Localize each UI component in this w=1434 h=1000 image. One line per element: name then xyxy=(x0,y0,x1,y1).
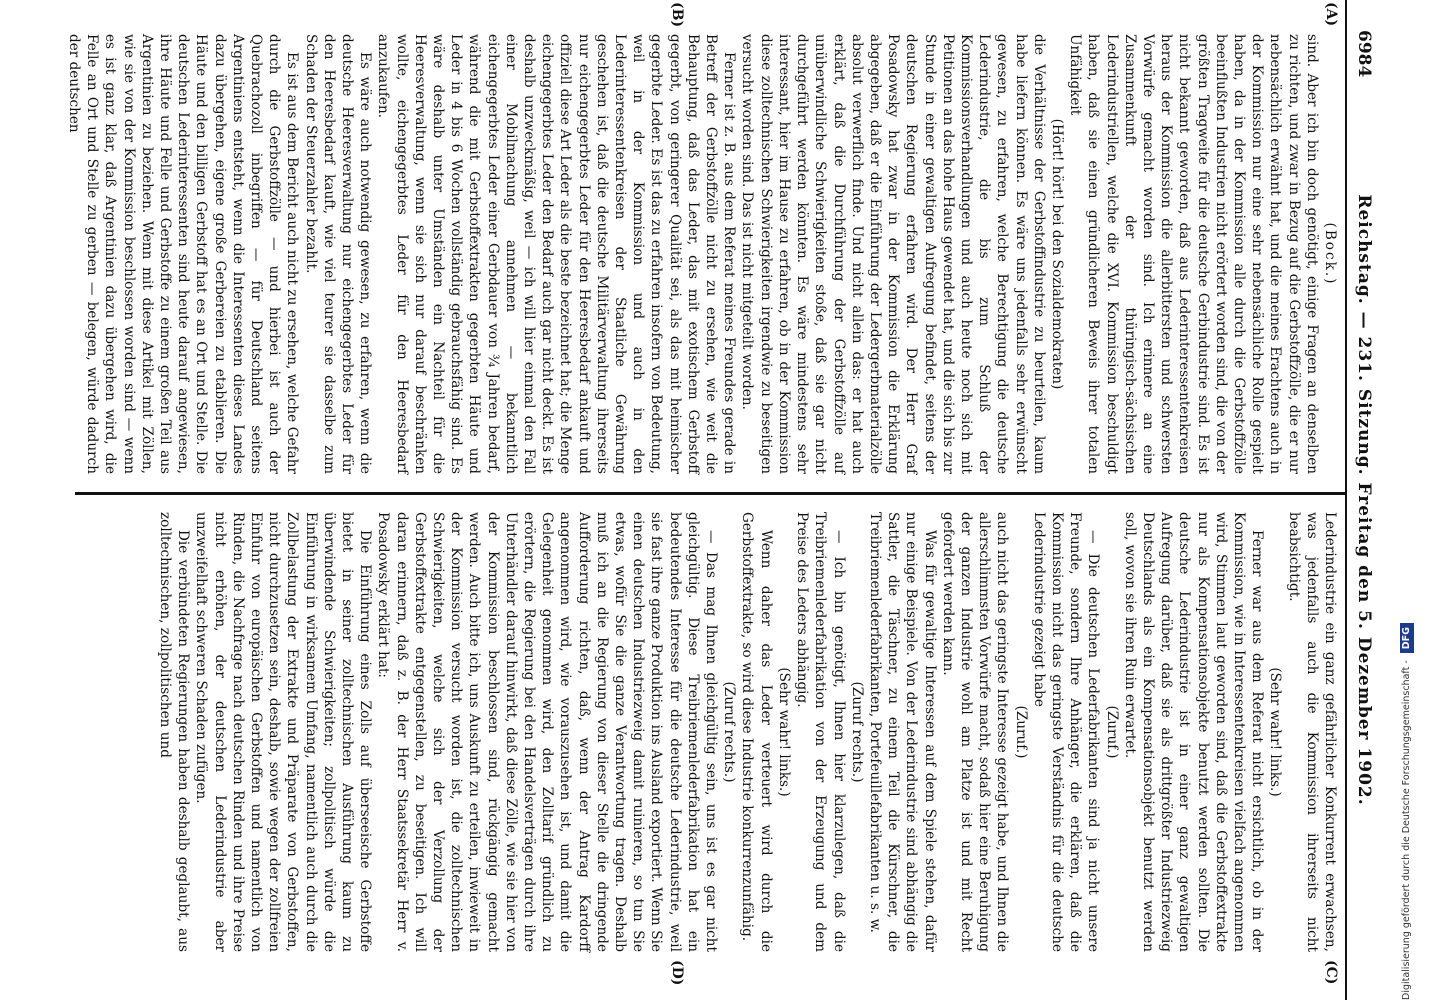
paragraph: Was für gewaltige Interessen auf dem Spiele stehen, dafür nur einige Beispiele. Von der Lederindustrie sind abhängig die Sattler, die Täschner, zu einem Teil die Kürschner, die Treibriemenlederfabrikanten, Portefeuillefabrikanten u. s. w. xyxy=(866,512,938,952)
margin-marker-c: (C) xyxy=(1323,960,1339,985)
right-column xyxy=(156,512,1339,952)
paragraph: auch nicht das geringste Interesse gezeigt habe, und Ihnen die allerschlimmsten Vorwürfe macht, sodaß hier eine Beruhigung der ganzen Industrie wohl am Platze ist und mit Recht gefordert werden kann. xyxy=(939,512,1011,952)
paragraph: — Die deutschen Lederfabrikanten sind ja nicht unsere Freunde, sondern Ihre Anhänger, die erklären, daß die Kommission nicht das geringste Verständnis für die deutsche Lederindustrie gezeigt habe xyxy=(1030,512,1102,952)
interjection: (Sehr wahr! links.) xyxy=(1267,667,1284,797)
interjection: (Zuruf rechts.) xyxy=(721,681,738,783)
paragraph: sind. Aber ich bin doch genötigt, einige Fragen an denselben zu richten, und zwar in Bezug auf die Gerbstoffzölle, die er nur nebensächlich erwähnt hat, und die meines Erachtens auch in der Kommission nur eine sehr nebensächliche Rolle gespielt haben, da in der Kommission alle durch die Gerbstoffzölle beeinflußten Industrien nicht erörtert worden sind, die von der größten Tragweite für die deutsche Gerbindustrie sind. Es ist nicht bekannt geworden, daß aus Lederinteressentenkreisen heraus der Kommission die allerbittersten und schwersten Vorwürfe gemacht worden sind. Ich erinnere an eine Zusammenkunft der thüringisch-sächsischen Lederindustriellen, welche die XVI. Kommission beschuldigt haben, daß sie einen gründlicheren Beweis ihrer totalen Unfähigkeit xyxy=(1067,34,1320,474)
interjection: (Zuruf.) xyxy=(1012,705,1029,759)
dfg-logo: DFG xyxy=(1400,623,1414,653)
digitization-footer xyxy=(1393,10,1421,1000)
page-header xyxy=(1349,30,1379,970)
column-divider xyxy=(75,492,1345,495)
left-column xyxy=(65,34,1339,474)
paragraph: Lederindustrie ein ganz gefährlicher Konkurrent erwachsen, was jedenfalls auch die Kommission ihrerseits nicht beabsichtigt. xyxy=(1285,512,1338,952)
interjection: (Hört! hört! bei den Sozialdemokraten) xyxy=(1048,118,1065,390)
footer-text: Digitalisierung gefördert durch die Deutsche Forschungsgemeinschaft - xyxy=(1401,660,1412,1000)
paragraph: — Ich bin genötigt, Ihnen hier klarzulegen, daß die Treibriemenlederfabrikation von der Erzeugung und dem Preise des Leders abhängig. xyxy=(794,512,847,952)
paragraph: die Verhältnisse der Gerbstoffindustrie zu beurteilen, kaum habe liefern können. Es wäre uns jedenfalls sehr erwünscht gewesen, zu erfahren, welche Berechtigung die deutsche Lederindustrie, die bis zum Schluß der Kommissionsverhandlungen und auch heute noch sich mit Petitionen an das hohe Haus gewendet hat, und die sich bis zur Stunde in einer gewaltigen Aufregung befindet, seitens der deutschen Regierung erfahren wird. Der Herr Graf Posadowsky hat zwar in der Kommission die Erklärung abgegeben, daß er die Einführung der Ledergerbmaterialzölle absolut verwerflich finde. Und nicht allein das: er hat auch erklärt, daß die Durchführung der Gerbstoffzölle auf unüberwindliche Schwierigkeiten stoße, daß sie gar nicht durchgeführt werden könnten. Es wäre mindestens sehr interessant, hier im Hause zu erfahren, ob in der Kommission diese zolltechnischen Schwierigkeiten irgendwie zu beseitigen versucht worden sind. Das ist nicht mitgeteilt worden. xyxy=(739,34,1047,474)
scanned-page xyxy=(65,0,1385,1000)
paragraph: — Das mag Ihnen gleichgültig sein, uns ist es gar nicht gleichgültig. Diese Treibriemenlederfabrikation hat ein bedeutendes Interesse für die deutsche Lederindustrie, weil sie fast ihre ganze Produktion ins Ausland exportiert. Wenn Sie einen deutschen Industriezweig damit ruinieren, so tun Sie etwas, wofür Sie die ganze Verantwortung tragen. Deshalb muß ich an die Regierung von dieser Stelle die dringende Aufforderung richten, daß, wenn der Antrag Kardorff angenommen wird, wie vorauszusehen ist, und damit die Gelegenheit genommen wird, den Zolltarif gründlich zu erörtern, die Regierung bei den Handelsverträgen durch ihre Unterhändler darauf hinwirkt, daß diese Zölle, wie sie hier von der Kommission beschlossen sind, rückgängig gemacht werden. Auch bitte ich, uns Auskunft zu erteilen, inwieweit in der Kommission versucht worden ist, die zolltechnischen Schwierigkeiten, welche sich der Verzollung der Gerbstoffextrakte entgegenstellen, zu beseitigen. Ich will daran erinnern, daß z. B. der Herr Staatssekretär Herr v. Posadowsky erklärt hat: xyxy=(375,512,720,952)
interjection: (Zuruf.) xyxy=(1103,705,1120,759)
interjection: (Zuruf rechts.) xyxy=(848,681,865,783)
speaker-name: (Bock.) xyxy=(1322,222,1338,286)
page-number: 6984 xyxy=(1354,30,1374,78)
margin-marker-a: (A) xyxy=(1323,2,1339,27)
interjection: (Sehr wahr! links.) xyxy=(775,667,792,797)
quotation: Die Einführung eines Zolls auf überseeische Gerbstoffe bietet in seiner zolltechnischen Ausführung kaum zu überwindende Schwierigkeiten; zollpolitisch würde die Einführung in wirksamem Umfang, namentlich auch durch die Zollbelastung der Extrakte und Präparate von Gerbstoffen, nicht durchzusetzen sein, deshalb, sowie wegen der zollfreien Einfuhr von europäischen Gerbstoffen und namentlich von Rinden, die Nachfrage nach deutschen Rinden und ihre Preise nicht erhöhen, der deutschen Lederindustrie aber unzweifelhaft schweren Schaden zufügen. xyxy=(193,512,374,952)
margin-marker-b: (B) xyxy=(669,2,685,28)
paragraph: Es wäre auch notwendig gewesen, zu erfahren, wenn die deutsche Heeresverwaltung nur eichengegerbtes Leder für den Heeresbedarf kauft, wie viel teurer sie dasselbe zum Schaden der Steuerzahler bezahlt. xyxy=(302,34,374,474)
header-rule xyxy=(1345,0,1347,1000)
paragraph: Es ist aus dem Bericht auch nicht zu ersehen, welche Gefahr durch die Gerbstoffzölle — und hierbei ist auch der Quebrachozoll inbegriffen — für Deutschland seitens Argentiniens entsteht, wenn die Interessenten dieses Landes dazu übergehen, eigene große Gerbereien zu etablieren. Die Häute und den billigen Gerbstoff hat es an Ort und Stelle. Die deutschen Lederinteressenten sind heute darauf angewiesen, ihre Häute und Felle und Gerbstoffe zu einem großen Teil aus Argentinien zu beziehen. Wenn mit diese Artikel mit Zöllen, wie sie von der Kommission beschlossen worden sind — wenn es ist ganz klar, daß Argentinien dazu übergehen wird, die Felle an Ort und Stelle zu gerben — belegen, würde dadurch der deutschen xyxy=(65,34,301,474)
paragraph: Ferner ist z. B. aus dem Referat meines Freundes gerade in Betreff der Gerbstoffzölle nicht zu ersehen, wie weit die Behauptung, daß das Leder, das mit exotischem Gerbstoff gegerbt, von geringerer Qualität sei, als das mit heimischer gegerbte Leder. Es ist das zu erfahren insofern von Bedeutung, weil in der Kommission und auch in den Lederinteressentenkreisen der Staatliche Gewährung geschehen ist, daß die deutsche Militärverwaltung ihrerseits nur eichengegerbtes Leder für den Heeresbedarf ankauft und offiziell diese Art Leder als die beste bezeichnet hat; die Menge eichengegerbtes Leder den Bedarf auch gar nicht deckt. Es ist deshalb unzweckmäßig, weil — ich will hier einmal den Fall einer Mobilmachung annehmen — bekanntlich eichengegerbtes Leder einer Gerbdauer von ¾ Jahren bedarf, während die mit Gerbstoffextrakten gegerbten Häute und Leder in 4 bis 6 Wochen vollständig gebrauchsfähig sind. Es wäre deshalb unter Umständen ein Nachteil für die Heeresverwaltung, wenn sie sich nur darauf beschränken wollte, eichengegerbtes Leder für den Heeresbedarf anzukaufen. xyxy=(375,34,738,475)
paragraph: Wenn daher das Leder verteuert wird durch die Gerbstoffextrakte, so wird diese Industrie konkurrenzunfähig. xyxy=(739,512,774,952)
page-title: Reichstag. — 231. Sitzung. Freitag den 5. Dezember 1902. xyxy=(1354,194,1374,806)
paragraph: Ferner war aus dem Referat nicht ersichtlich, ob in der Kommission, wie in Interessentenkreisen vielfach angenommen wird, Stimmen laut geworden sind, daß die Gerbstoffextrakte nur als Kompensationsobjekte benutzt werden sollten. Die deutsche Lederindustrie ist in einer ganz gewaltigen Aufregung darüber, daß sie als drittgrößter Industriezweig Deutschlands als ein Kompensationsobjekt benutzt werden soll, wovon sie ihren Ruin erwartet. xyxy=(1121,512,1266,952)
margin-marker-d: (D) xyxy=(669,960,685,986)
paragraph: Die verbündeten Regierungen haben deshalb geglaubt, aus zolltechnischen, zollpolitischen und xyxy=(157,512,192,952)
